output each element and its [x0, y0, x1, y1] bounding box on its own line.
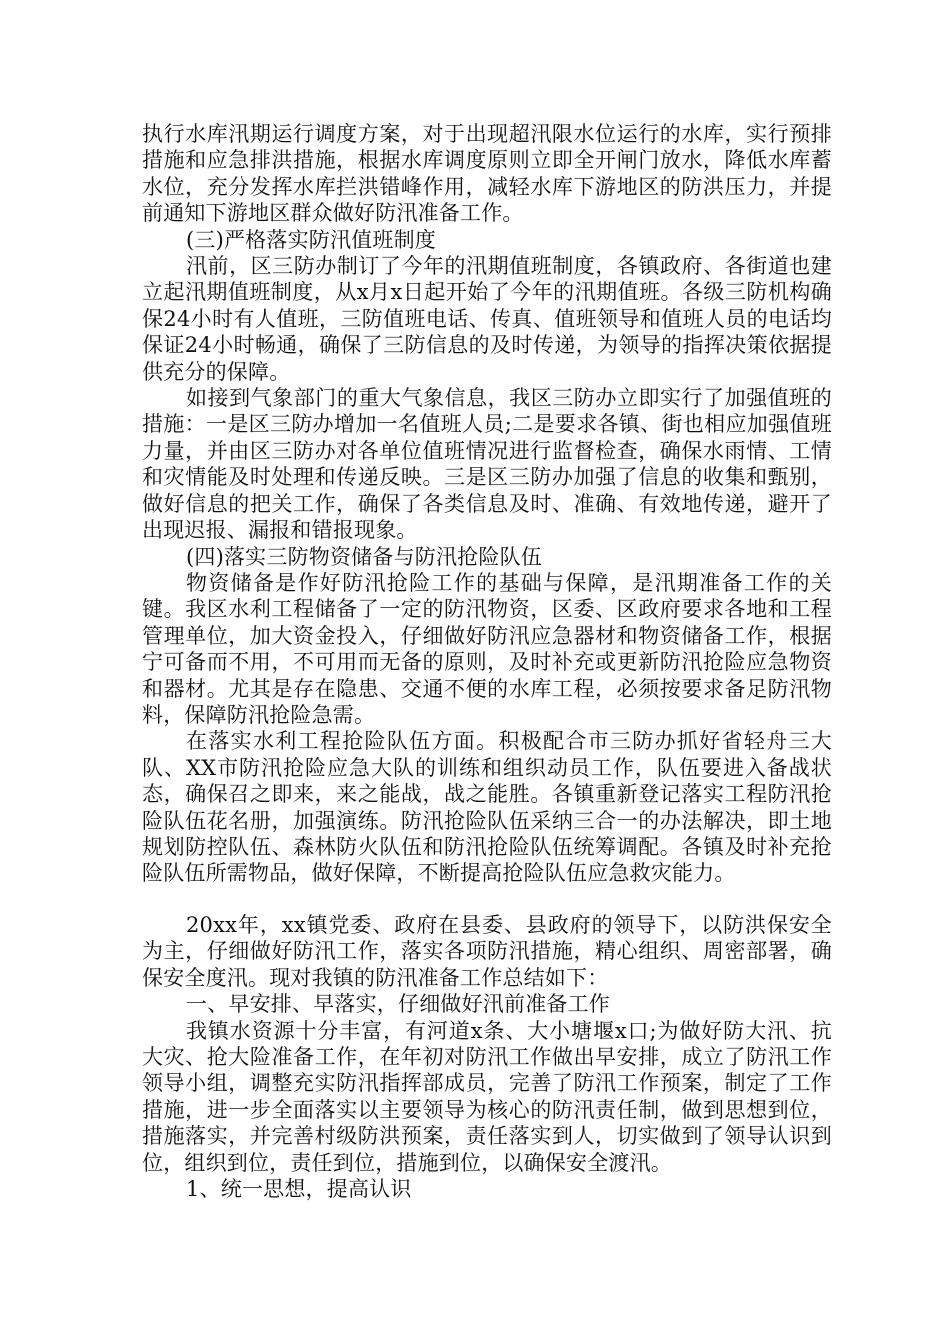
section-heading: (四)落实三防物资储备与防汛抢险队伍 — [186, 544, 542, 569]
paragraph: 如接到气象部门的重大气象信息，我区三防办立即实行了加强值班的措施：一是区三防办增加一名值班人员;二是要求各镇、街也相应加强值班力量，并由区三防办对各单位值班情况进行监督检查，确保水雨情、工情和灾情能及时处理和传递反映。三是区三防办加强了信息的收集和甄别，做好信息的把关工作，确保了各类信息及时、准确、有效地传递，避开了出现迟报、漏报和错报现象。 — [142, 386, 832, 543]
document-section-1 — [142, 121, 832, 887]
section-heading: (三)严格落实防汛值班制度 — [186, 227, 436, 252]
paragraph: 20xx年，xx镇党委、政府在县委、县政府的领导下，以防洪保安全为主，仔细做好防汛工作，落实各项防汛措施，精心组织、周密部署，确保安全度汛。现对我镇的防汛准备工作总结如下： — [142, 913, 832, 990]
paragraph: 执行水库汛期运行调度方案，对于出现超汛限水位运行的水库，实行预排措施和应急排洪措施，根据水库调度原则立即全开闸门放水，降低水库蓄水位，充分发挥水库拦洪错峰作用，减轻水库下游地区的防洪压力，并提前通知下游地区群众做好防汛准备工作。 — [142, 122, 832, 226]
section-heading: 一、早安排、早落实，仔细做好汛前准备工作 — [186, 992, 610, 1017]
paragraph: 在落实水利工程抢险队伍方面。积极配合市三防办抓好省轻舟三大队、XX市防汛抢险应急大队的训练和组织动员工作，队伍要进入备战状态，确保召之即来，来之能战，战之能胜。各镇重新登记落实工程防汛抢险队伍花名册，加强演练。防汛抢险队伍采纳三合一的办法解决，即土地规划防控队伍、森林防火队伍和防汛抢险队伍统筹调配。各镇及时补充抢险队伍所需物品，做好保障，不断提高抢险队伍应急救灾能力。 — [142, 729, 832, 886]
paragraph: 汛前，区三防办制订了今年的汛期值班制度，各镇政府、各街道也建立起汛期值班制度，从x月x日起开始了今年的汛期值班。各级三防机构确保24小时有人值班，三防值班电话、传真、值班领导和值班人员的电话均保证24小时畅通，确保了三防信息的及时传递，为领导的指挥决策依据提供充分的保障。 — [142, 254, 832, 384]
subsection-heading: 1、统一思想，提高认识 — [186, 1177, 412, 1202]
paragraph: 我镇水资源十分丰富，有河道x条、大小塘堰x口;为做好防大汛、抗大灾、抢大险准备工作，在年初对防汛工作做出早安排，成立了防汛工作领导小组，调整充实防汛指挥部成员，完善了防汛工作预案，制定了工作措施，进一步全面落实以主要领导为核心的防汛责任制，做到思想到位，措施落实，并完善村级防洪预案，责任落实到人，切实做到了领导认识到位，组织到位，责任到位，措施到位，以确保安全渡汛。 — [142, 1018, 832, 1175]
paragraph: 物资储备是作好防汛抢险工作的基础与保障，是汛期准备工作的关键。我区水利工程储备了一定的防汛物资，区委、区政府要求各地和工程管理单位，加大资金投入，仔细做好防汛应急器材和物资储备工作，根据宁可备而不用，不可用而无备的原则，及时补充或更新防汛抢险应急物资和器材。尤其是存在隐患、交通不便的水库工程，必须按要求备足防汛物料，保障防汛抢险急需。 — [142, 570, 832, 727]
document-section-2 — [142, 912, 832, 1202]
